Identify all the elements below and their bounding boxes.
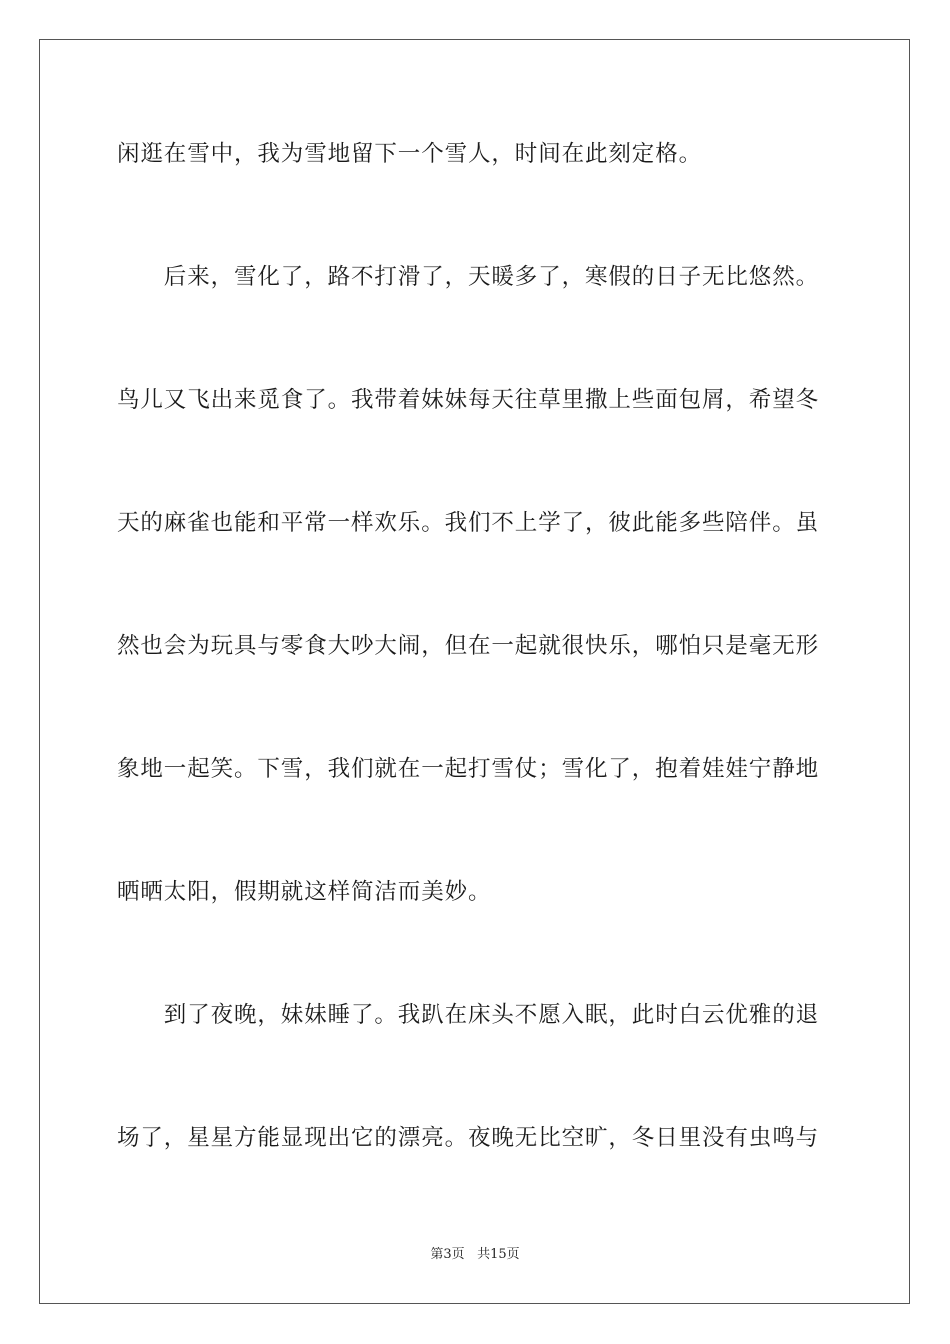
- text-line-6: 象地一起笑。下雪，我们就在一起打雪仗；雪化了，抱着娃娃宁静地: [117, 756, 820, 782]
- page-border: [39, 39, 910, 1304]
- text-line-4: 天的麻雀也能和平常一样欢乐。我们不上学了，彼此能多些陪伴。虽: [117, 510, 820, 536]
- text-line-3: 鸟儿又飞出来觅食了。我带着妹妹每天往草里撒上些面包屑，希望冬: [117, 387, 820, 413]
- text-line-1: 闲逛在雪中，我为雪地留下一个雪人，时间在此刻定格。: [117, 141, 703, 167]
- page-footer: [0, 1246, 950, 1264]
- text-line-2: 后来，雪化了，路不打滑了，天暖多了，寒假的日子无比悠然。: [117, 264, 820, 290]
- page-number: 第3页: [430, 1247, 465, 1262]
- text-line-5: 然也会为玩具与零食大吵大闹，但在一起就很快乐，哪怕只是毫无形: [117, 633, 820, 659]
- text-line-9: 场了，星星方能显现出它的漂亮。夜晚无比空旷，冬日里没有虫鸣与: [117, 1125, 820, 1151]
- text-line-8: 到了夜晚，妹妹睡了。我趴在床头不愿入眠，此时白云优雅的退: [117, 1002, 820, 1028]
- text-line-7: 晒晒太阳，假期就这样简洁而美妙。: [117, 879, 492, 905]
- page-total: 共15页: [477, 1247, 520, 1262]
